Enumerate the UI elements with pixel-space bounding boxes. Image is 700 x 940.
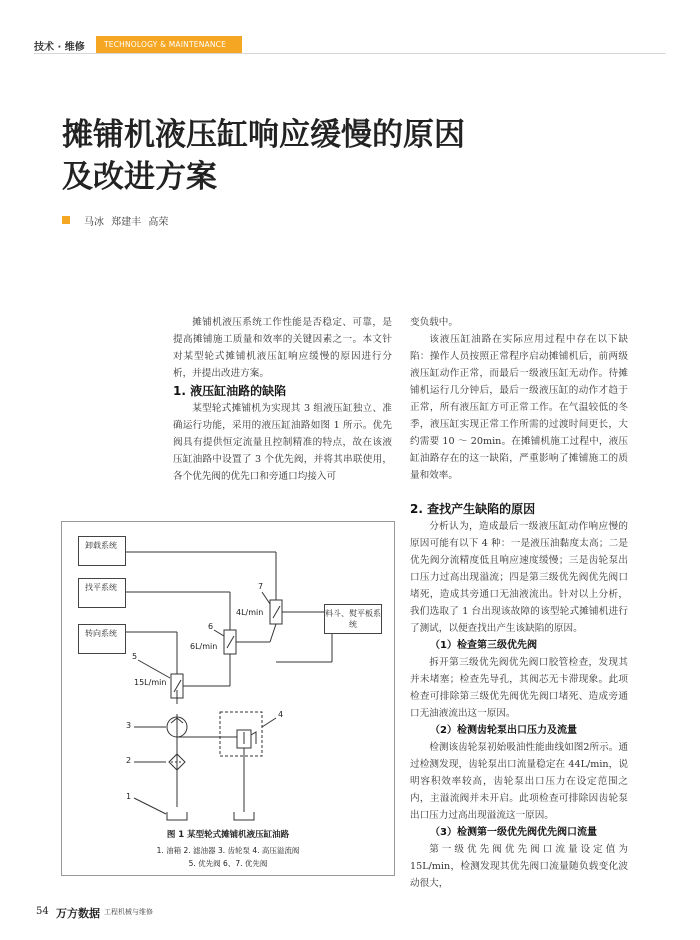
relief-spring xyxy=(251,732,256,744)
figure-caption-title: 图 1 某型轮式摊铺机液压缸油路 xyxy=(166,830,290,840)
flow-label-7: 4L/min xyxy=(236,608,264,617)
box-level-system: 找平系统 xyxy=(78,578,126,608)
title-line-1: 摊铺机液压缸响应缓慢的原因 xyxy=(62,117,465,153)
title-line-2: 及改进方案 xyxy=(62,159,217,195)
page-number: 54 xyxy=(36,906,49,917)
label-6-leader xyxy=(214,630,224,636)
column-left xyxy=(173,314,392,485)
subsection-1-paragraph: 拆开第三级优先阀优先阀口胶管检查，发现其并未堵塞；检查先导孔，其阀芯无卡滞现象。此项检查可排除第三级优先阀优先阀口堵死、造成旁通口无油液流出这一原因。 xyxy=(410,657,628,719)
box-hopper-screed-system: 料斗、熨平板系统 xyxy=(324,604,382,634)
subsection-3-heading: （3）检测第一级优先阀优先阀口流量 xyxy=(430,827,597,838)
oil-tank xyxy=(167,812,187,820)
label-5-leader xyxy=(138,660,170,678)
header-divider xyxy=(34,53,666,54)
figure-caption-legend-2: 5. 优先阀 6、7. 优先阀 xyxy=(188,859,268,868)
label-3: 3 xyxy=(126,721,132,730)
label-2: 2 xyxy=(126,756,132,765)
label-7-leader xyxy=(262,592,270,604)
column-right xyxy=(410,314,628,892)
section-1-paragraph: 某型轮式摊铺机为实现其 3 组液压缸独立、准确运行功能，采用的液压缸油路如图 1 所示。优先阀具有提供恒定流量且控制精准的特点，故在该液压缸油路中设置了 3 个优先阀，并将其串联使用，各个优先阀的优先口和旁通口均接入可 xyxy=(173,403,392,482)
intro-paragraph: 摊铺机液压系统工作性能是否稳定、可靠，是提高摊铺施工质量和效率的关键因素之一。本文针对某型轮式摊铺机液压缸响应缓慢的原因进行分析，并提出改进方案。 xyxy=(173,317,392,379)
flow-label-6: 6L/min xyxy=(190,642,218,651)
valve-6-to-7-line xyxy=(270,624,276,642)
flow-label-5: 15L/min xyxy=(134,678,167,687)
section-2-paragraph: 分析认为，造成最后一级液压缸动作响应慢的原因可能有以下 4 种：一是液压油黏度太高；二是优先阀分流精度低且响应速度缓慢；三是齿轮泵出口压力过高出现溢流；四是第三级优先阀优先阀口堵死，造成其旁通口无油液流出。针对以上分析，我们选取了 1 台出现该故障的该型轮式摊铺机进行了测试，以便查找出产生该缺陷的原因。 xyxy=(410,521,628,634)
publication-name: 工程机械与维修 xyxy=(104,908,153,916)
subsection-2-paragraph: 检测该齿轮泵初始吸油性能曲线如图2所示。通过检测发现，齿轮泵出口流量稳定在 44L/min，说明容积效率较高，齿轮泵出口压力在设定范围之内，主溢流阀并未开启。此项检查可排除因齿轮泵出口压力过高出现溢流这一原因。 xyxy=(410,742,628,821)
header-category-en: TECHNOLOGY & MAINTENANCE xyxy=(104,40,227,49)
relief-tank xyxy=(234,812,254,820)
section-1-continuation: 变负载中。 xyxy=(410,317,458,328)
section-2-heading: 2. 查找产生缺陷的原因 xyxy=(410,502,536,516)
box-steer-system: 转向系统 xyxy=(78,624,126,654)
authors: 马冰 郑建丰 高荣 xyxy=(84,217,169,228)
author-marker xyxy=(62,216,70,224)
subsection-1-heading: （1）检查第三级优先阀 xyxy=(430,640,537,651)
subsection-2-heading: （2）检测齿轮泵出口压力及流量 xyxy=(430,725,577,736)
valve-7-arrow xyxy=(273,606,280,618)
label-7: 7 xyxy=(258,582,264,591)
label-6: 6 xyxy=(208,622,214,631)
label-4-leader xyxy=(262,718,276,727)
section-1-heading: 1. 液压缸油路的缺陷 xyxy=(173,384,287,398)
publication-watermark: 万方数据 xyxy=(56,907,100,920)
subsection-3-paragraph: 第一级优先阀优先阀口流量设定值为 15L/min，检测发现其优先阀口流量随负载变化波动很大， xyxy=(410,844,628,889)
figure-1-hydraulic-circuit xyxy=(61,521,395,876)
label-4: 4 xyxy=(278,710,284,719)
label-1-leader xyxy=(134,798,166,814)
article-title xyxy=(62,114,622,198)
header-category: 技术 · 维修 xyxy=(34,42,85,53)
label-1: 1 xyxy=(126,792,132,801)
section-1-paragraph-2: 该液压缸油路在实际应用过程中存在以下缺陷：操作人员按照正常程序启动摊铺机后，前两级液压缸动作正常，而最后一级液压缸无动作。待摊铺机运行几分钟后，最后一级液压缸的动作才趋于正常，所有液压缸方可正常工作。在气温较低的冬季，液压缸实现正常工作所需的过渡时间更长，大约需要 10 ～ 20min。在摊铺机施工过程中，液压缸油路存在的这一缺陷，严重影响了摊铺施工的质量和效率。 xyxy=(410,334,628,481)
label-5: 5 xyxy=(132,652,138,661)
circuit-diagram xyxy=(62,522,394,822)
valve-6-arrow xyxy=(227,636,234,648)
box-unload-system: 卸载系统 xyxy=(78,536,126,566)
figure-caption-legend-1: 1. 油箱 2. 滤油器 3. 齿轮泵 4. 高压溢流阀 xyxy=(156,846,300,855)
